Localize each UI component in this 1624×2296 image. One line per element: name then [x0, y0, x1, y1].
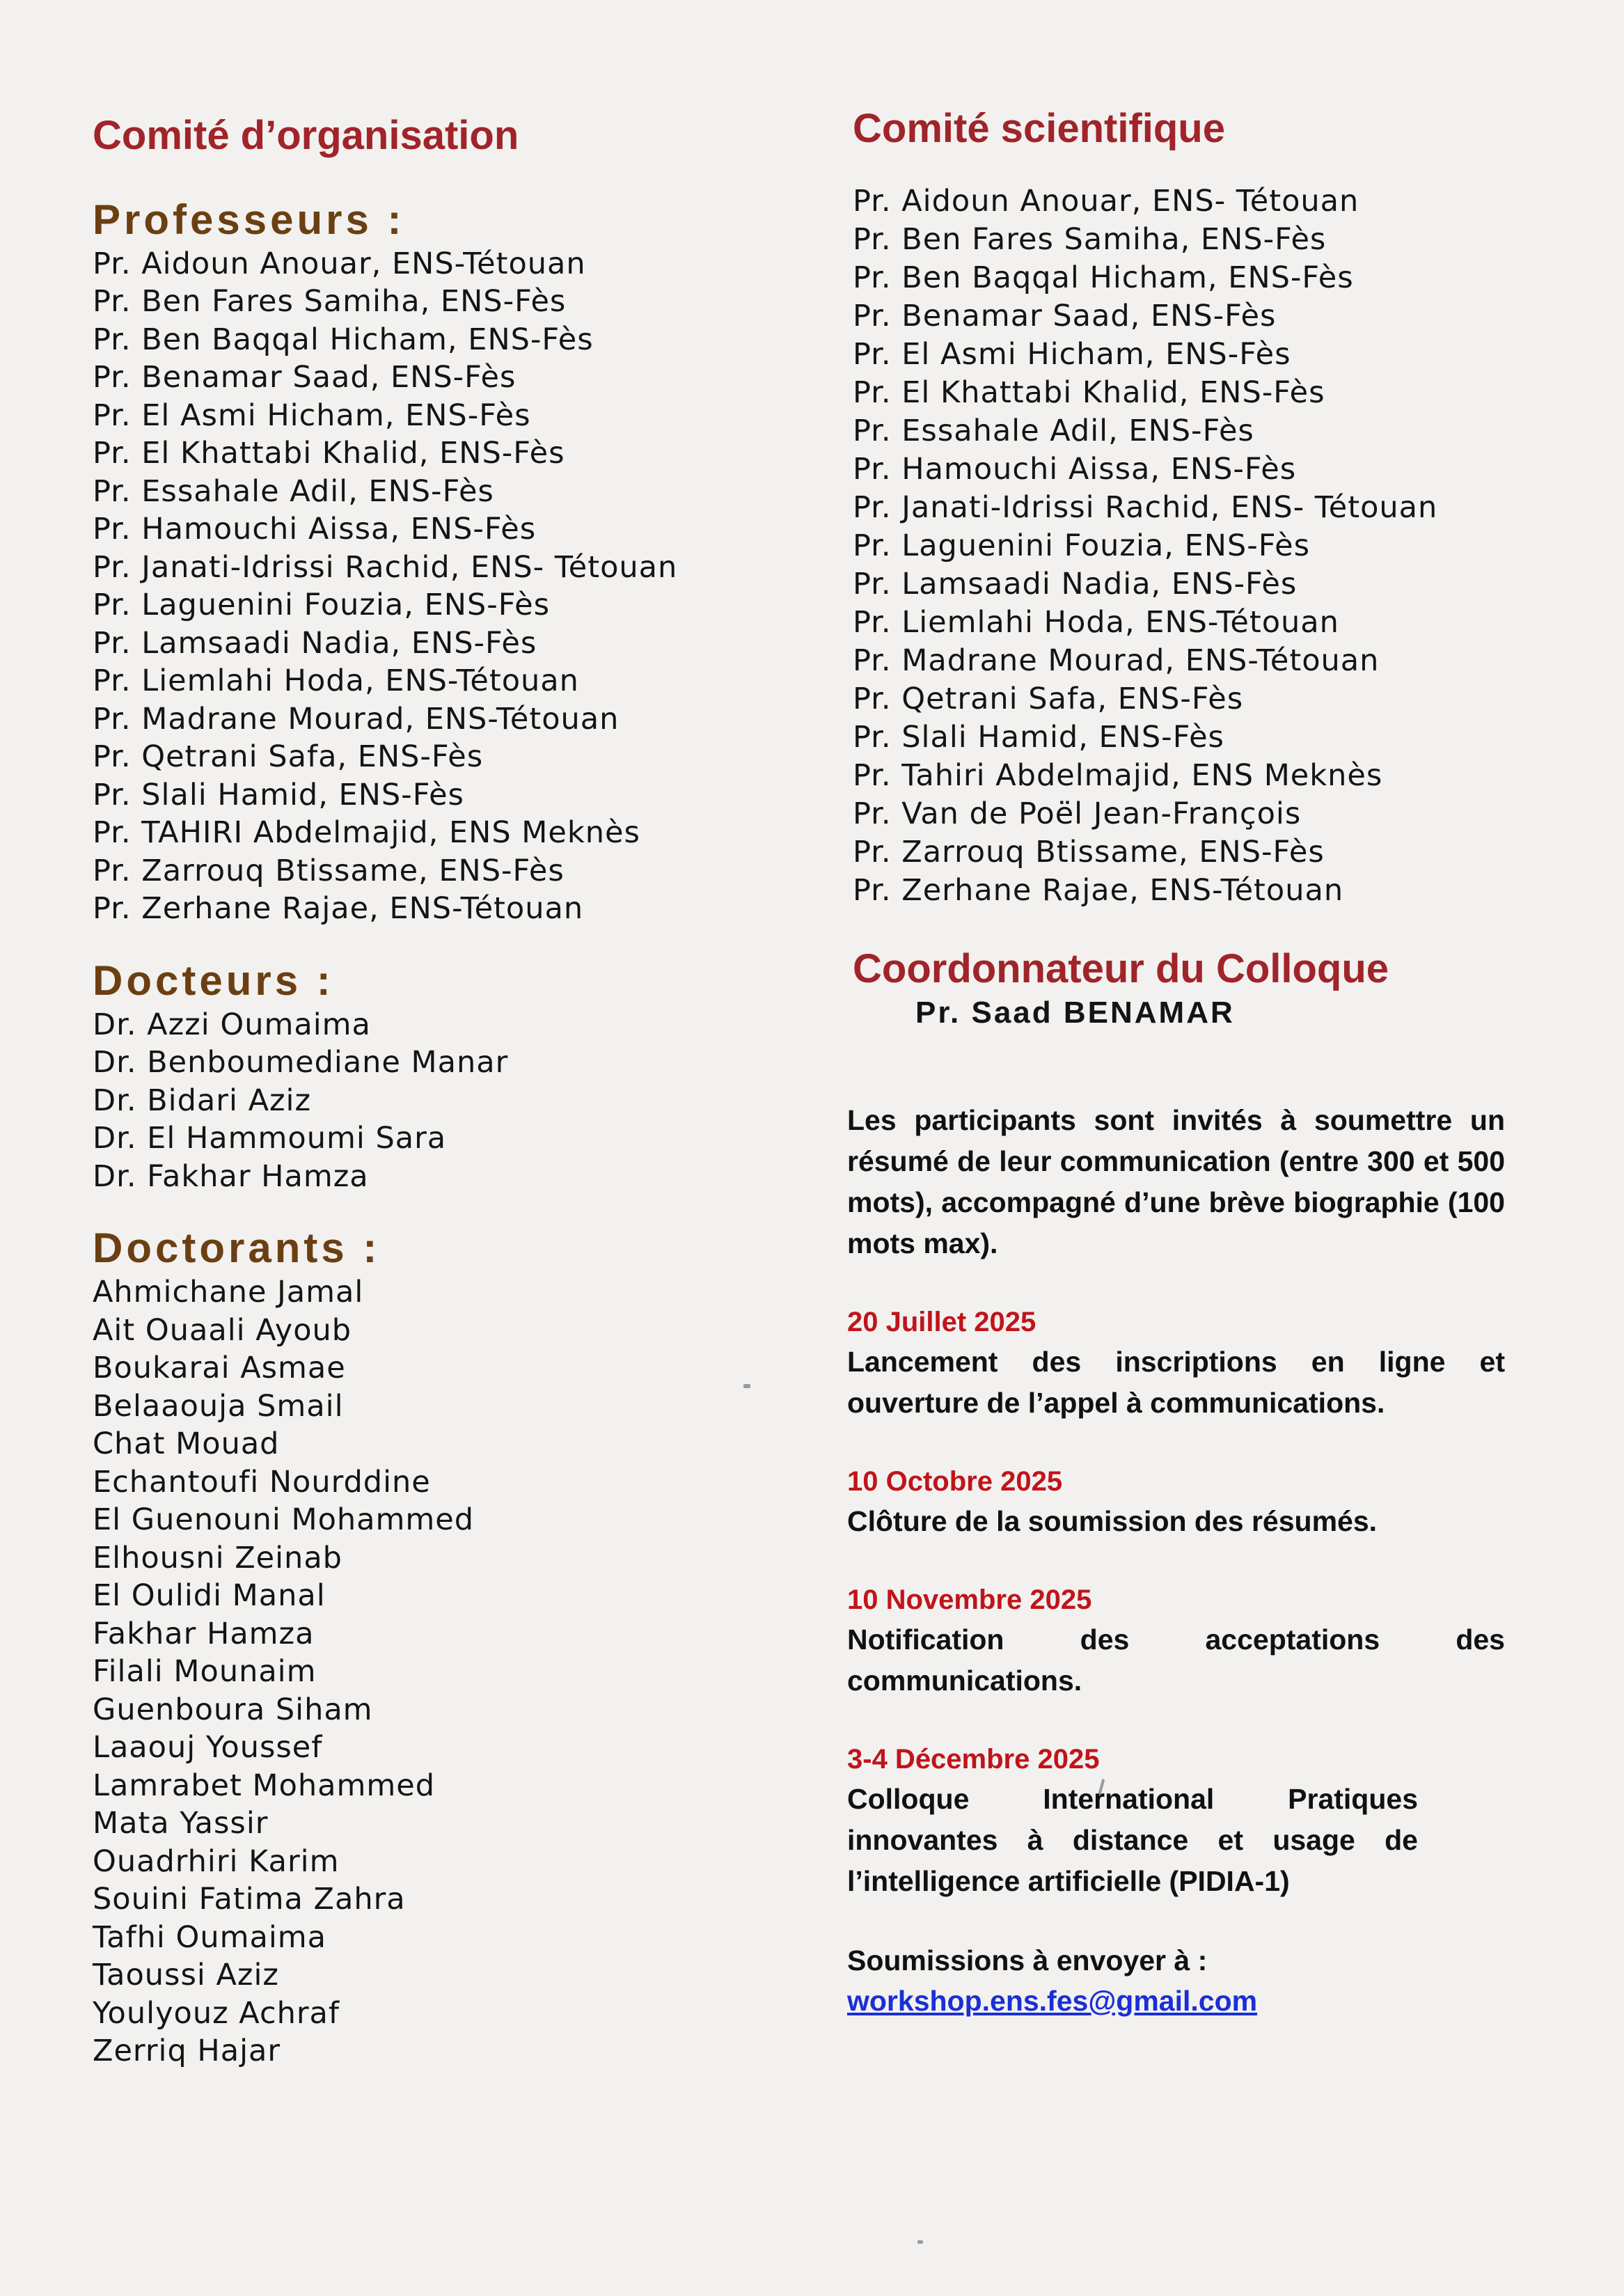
list-item: Boukarai Asmae: [93, 1351, 346, 1386]
list-item: Fakhar Hamza: [93, 1616, 315, 1651]
list-item: El Oulidi Manal: [93, 1578, 326, 1614]
list-item: Pr. Zerhane Rajae, ENS-Tétouan: [853, 872, 1344, 908]
submission-label: Soumissions à envoyer à :: [847, 1944, 1208, 1977]
list-item: Pr. Tahiri Abdelmajid, ENS Meknès: [853, 757, 1383, 793]
list-item: Pr. Hamouchi Aissa, ENS-Fès: [853, 451, 1297, 487]
list-item: Echantoufi Nourddine: [93, 1464, 431, 1500]
list-item: Laaouj Youssef: [93, 1730, 323, 1766]
list-item: Pr. Benamar Saad, ENS-Fès: [93, 360, 517, 395]
list-item: Chat Mouad: [93, 1426, 280, 1462]
list-item: Pr. Van de Poël Jean-François: [853, 796, 1302, 831]
professeurs-list: [93, 245, 789, 928]
list-item: Pr. Qetrani Safa, ENS-Fès: [93, 739, 484, 775]
timeline-text: Clôture de la soumission des résumés.: [847, 1505, 1378, 1538]
timeline-date: 10 Octobre 2025: [847, 1466, 1063, 1497]
list-item: Pr. Zerhane Rajae, ENS-Tétouan: [93, 891, 584, 927]
list-item: Pr. Hamouchi Aissa, ENS-Fès: [93, 512, 537, 547]
list-item: Pr. Lamsaadi Nadia, ENS-Fès: [93, 625, 537, 661]
list-item: Pr. Aidoun Anouar, ENS-Tétouan: [93, 246, 586, 281]
timeline-date: 10 Novembre 2025: [847, 1585, 1092, 1616]
doctorants-title: Doctorants :: [93, 1225, 381, 1272]
list-item: Youlyouz Achraf: [93, 1995, 340, 2031]
list-item: Pr. Zarrouq Btissame, ENS-Fès: [853, 834, 1325, 870]
list-item: Zerriq Hajar: [93, 2034, 281, 2069]
list-item: Pr. El Asmi Hicham, ENS-Fès: [853, 336, 1291, 372]
docteurs-title: Docteurs :: [93, 957, 334, 1004]
list-item: Pr. Ben Fares Samiha, ENS-Fès: [853, 221, 1327, 257]
list-item: Dr. Benboumediane Manar: [93, 1045, 509, 1080]
list-item: Ouadrhiri Karim: [93, 1843, 340, 1879]
list-item: Pr. Benamar Saad, ENS-Fès: [853, 298, 1277, 333]
timeline-text: Colloque International Pratiques innovantes à distance et usage de l’intelligence artificielle (PIDIA-1): [847, 1783, 1418, 1898]
timeline-date: 20 Juillet 2025: [847, 1307, 1036, 1338]
list-item: Pr. Madrane Mourad, ENS-Tétouan: [853, 643, 1380, 678]
list-item: Elhousni Zeinab: [93, 1540, 342, 1575]
timeline-item: [847, 1462, 1549, 1542]
list-item: Pr. El Khattabi Khalid, ENS-Fès: [93, 436, 565, 471]
timeline-text: Lancement des inscriptions en ligne et ouverture de l’appel à communications.: [847, 1346, 1505, 1420]
left-column: [93, 111, 789, 2070]
coordonnateur-title: Coordonnateur du Colloque: [853, 945, 1389, 991]
list-item: Pr. TAHIRI Abdelmajid, ENS Meknès: [93, 815, 640, 851]
timeline-item: [847, 1740, 1549, 1902]
list-item: Pr. Liemlahi Hoda, ENS-Tétouan: [853, 604, 1339, 640]
list-item: Pr. Lamsaadi Nadia, ENS-Fès: [853, 566, 1298, 601]
coordonnateur-name: Pr. Saad BENAMAR: [915, 996, 1235, 1030]
timeline-item: [847, 1303, 1549, 1424]
list-item: Pr. Qetrani Safa, ENS-Fès: [853, 681, 1244, 716]
list-item: Belaaouja Smail: [93, 1388, 344, 1424]
timeline: [847, 1303, 1549, 1902]
right-column: [847, 104, 1549, 2020]
list-item: Ahmichane Jamal: [93, 1275, 364, 1310]
list-item: Filali Mounaim: [93, 1654, 317, 1690]
timeline-text: Notification des acceptations des communications.: [847, 1623, 1505, 1697]
scientifique-title: Comité scientifique: [853, 106, 1225, 151]
list-item: Pr. Ben Baqqal Hicham, ENS-Fès: [93, 322, 594, 357]
scientifique-list: [853, 182, 1549, 910]
organisation-title: Comité d’organisation: [93, 113, 519, 158]
list-item: Ait Ouaali Ayoub: [93, 1312, 352, 1348]
list-item: Pr. Essahale Adil, ENS-Fès: [93, 473, 494, 509]
list-item: Dr. Fakhar Hamza: [93, 1158, 369, 1194]
list-item: Pr. Laguenini Fouzia, ENS-Fès: [853, 528, 1310, 563]
list-item: Pr. Janati-Idrissi Rachid, ENS- Tétouan: [853, 489, 1438, 525]
list-item: Dr. El Hammoumi Sara: [93, 1121, 447, 1156]
list-item: Souini Fatima Zahra: [93, 1882, 406, 1917]
list-item: Pr. Aidoun Anouar, ENS- Tétouan: [853, 183, 1359, 219]
list-item: Pr. Ben Fares Samiha, ENS-Fès: [93, 284, 567, 320]
doctorants-list: [93, 1273, 789, 2070]
list-item: Pr. Slali Hamid, ENS-Fès: [853, 719, 1224, 755]
professeurs-title: Professeurs :: [93, 196, 405, 243]
list-item: El Guenouni Mohammed: [93, 1502, 475, 1538]
email-link[interactable]: workshop.ens.fes@gmail.com: [847, 1985, 1258, 2018]
submission-block: [847, 1940, 1549, 2020]
list-item: Tafhi Oumaima: [93, 1919, 327, 1955]
paper-fleck: [917, 2240, 923, 2244]
list-item: Pr. Madrane Mourad, ENS-Tétouan: [93, 701, 620, 737]
list-item: Pr. Janati-Idrissi Rachid, ENS- Tétouan: [93, 549, 678, 585]
list-item: Dr. Bidari Aziz: [93, 1083, 312, 1118]
list-item: Pr. Ben Baqqal Hicham, ENS-Fès: [853, 260, 1354, 295]
list-item: Lamrabet Mohammed: [93, 1768, 436, 1803]
docteurs-list: [93, 1006, 789, 1196]
list-item: Pr. El Asmi Hicham, ENS-Fès: [93, 398, 531, 433]
timeline-date: 3-4 Décembre 2025: [847, 1744, 1100, 1775]
list-item: Mata Yassir: [93, 1806, 269, 1841]
list-item: Taoussi Aziz: [93, 1958, 279, 1993]
list-item: Pr. Slali Hamid, ENS-Fès: [93, 777, 464, 812]
list-item: Dr. Azzi Oumaima: [93, 1007, 371, 1042]
list-item: Guenboura Siham: [93, 1692, 373, 1727]
list-item: Pr. Zarrouq Btissame, ENS-Fès: [93, 853, 565, 888]
list-item: Pr. Laguenini Fouzia, ENS-Fès: [93, 588, 550, 623]
timeline-item: [847, 1580, 1549, 1701]
list-item: Pr. Liemlahi Hoda, ENS-Tétouan: [93, 663, 579, 699]
intro-paragraph: Les participants sont invités à soumettre un résumé de leur communication (entre 300 et 500 mots), accompagné d’une brève biographie (100 mots max).: [847, 1104, 1505, 1260]
list-item: Pr. El Khattabi Khalid, ENS-Fès: [853, 375, 1325, 410]
list-item: Pr. Essahale Adil, ENS-Fès: [853, 413, 1254, 448]
